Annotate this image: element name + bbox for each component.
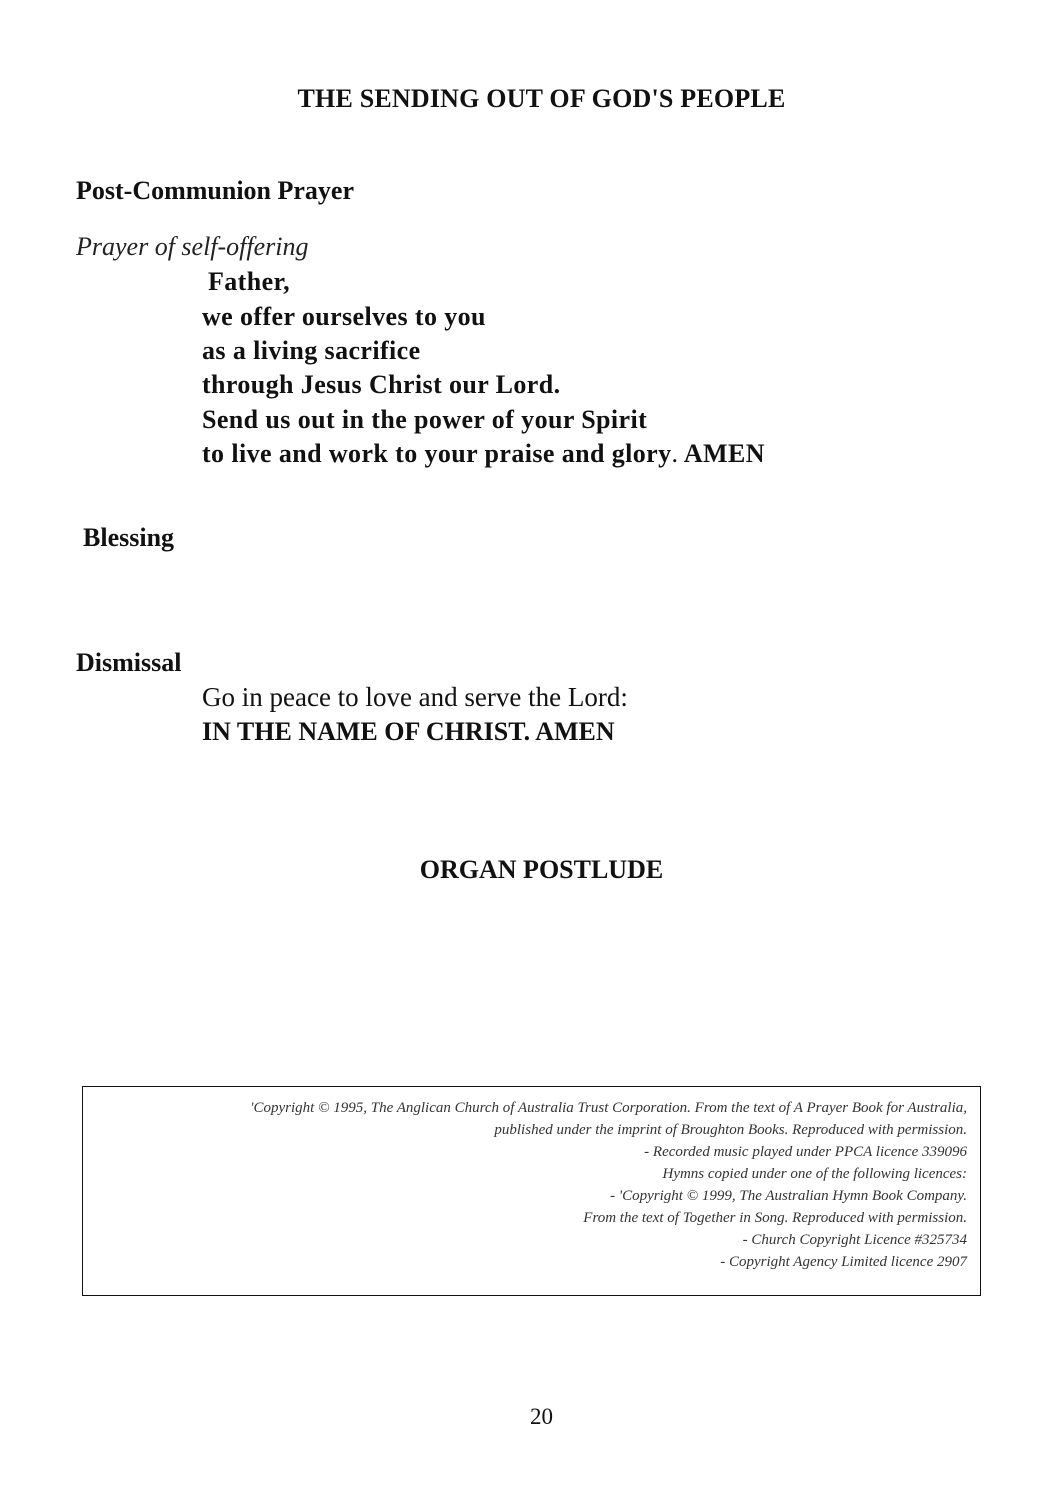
prayer-line: as a living sacrifice: [202, 336, 421, 365]
prayer-line-text: to live and work to your praise and glory: [202, 439, 672, 468]
page-title: THE SENDING OUT OF GOD'S PEOPLE: [297, 84, 786, 113]
prayer-line: Send us out in the power of your Spirit: [202, 405, 648, 434]
copyright-box: [82, 1086, 981, 1296]
post-communion-heading: Post-Communion Prayer: [76, 176, 355, 205]
prayer-line: Father,: [208, 267, 290, 296]
amen-dot: .: [671, 439, 679, 468]
copyright-text: [250, 1097, 967, 1273]
dismissal-call: Go in peace to love and serve the Lord:: [202, 682, 628, 712]
copyright-line: - Copyright Agency Limited licence 2907: [720, 1254, 967, 1270]
dismissal-response: IN THE NAME OF CHRIST. AMEN: [202, 717, 615, 746]
prayer-line-final: [202, 439, 765, 469]
dismissal-heading: Dismissal: [76, 648, 182, 677]
copyright-line: - Church Copyright Licence #325734: [742, 1232, 967, 1248]
copyright-line: 'Copyright © 1995, The Anglican Church of Australia Trust Corporation. From the text of A Prayer Book for Australia,: [250, 1100, 967, 1116]
prayer-rubric: Prayer of self-offering: [76, 232, 309, 261]
copyright-line: Hymns copied under one of the following licences:: [662, 1166, 967, 1182]
copyright-line: published under the imprint of Broughton Books. Reproduced with permission.: [494, 1122, 967, 1138]
amen-response: AMEN: [678, 439, 765, 468]
copyright-line: From the text of Together in Song. Reproduced with permission.: [583, 1210, 967, 1226]
copyright-line: - 'Copyright © 1999, The Australian Hymn Book Company.: [610, 1188, 967, 1204]
organ-postlude-heading: ORGAN POSTLUDE: [419, 855, 664, 884]
blessing-heading: Blessing: [83, 523, 175, 552]
prayer-line: through Jesus Christ our Lord.: [202, 370, 561, 399]
copyright-line: - Recorded music played under PPCA licence 339096: [644, 1144, 967, 1160]
prayer-line: we offer ourselves to you: [202, 302, 486, 331]
page-number: 20: [530, 1404, 553, 1429]
